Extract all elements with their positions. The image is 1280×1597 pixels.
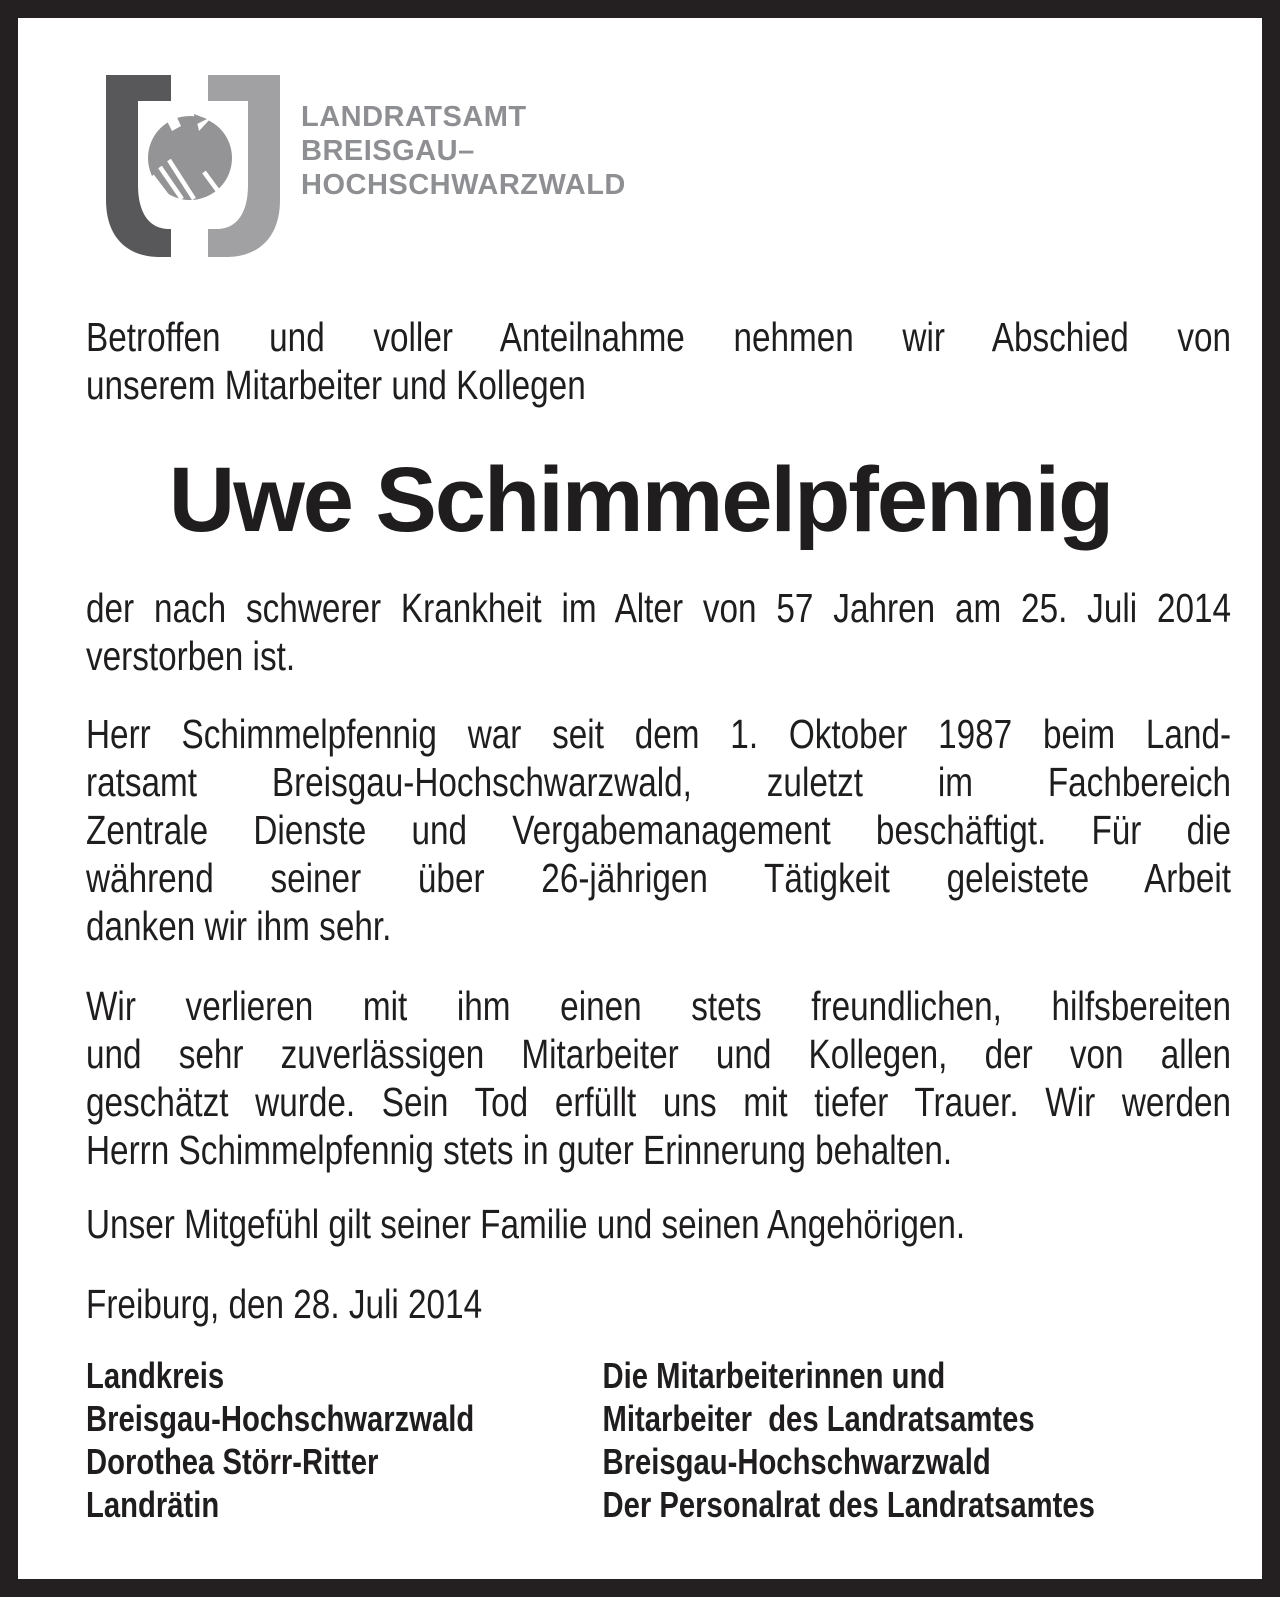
tribute-paragraph	[86, 982, 1231, 1174]
wordmark-line: LANDRATSAMT	[301, 101, 527, 133]
tribute-line: Herrn Schimmelpfennig stets in guter Erinnerung behalten.	[86, 1127, 953, 1173]
agency-wordmark	[301, 100, 626, 257]
intro-line: unserem Mitarbeiter und Kollegen	[86, 362, 586, 408]
death-details-paragraph	[86, 584, 1231, 680]
intro-paragraph	[86, 313, 1231, 409]
eagle-icon	[148, 109, 232, 200]
agency-logo	[106, 75, 1195, 257]
death-details-line: der nach schwerer Krankheit im Alter von 57 Jahren am 25. Juli 2014	[86, 585, 1232, 631]
tribute-line: geschätzt wurde. Sein Tod erfüllt uns mit tiefer Trauer. Wir werden	[86, 1079, 1232, 1125]
death-details-line: verstorben ist.	[86, 633, 296, 679]
signature-left-line: Breisgau-Hochschwarzwald	[86, 1398, 475, 1439]
career-line: Zentrale Dienste und Vergabemanagement beschäftigt. Für die	[86, 807, 1232, 853]
signature-right-line: Die Mitarbeiterinnen und	[602, 1355, 946, 1396]
wordmark-line: HOCHSCHWARZWALD	[301, 169, 626, 201]
signature-right-line: Breisgau-Hochschwarzwald	[602, 1441, 991, 1482]
intro-line: Betroffen und voller Anteilnahme nehmen wir Abschied von	[86, 314, 1232, 360]
career-line: danken wir ihm sehr.	[86, 903, 392, 949]
signature-block	[86, 1354, 1231, 1526]
tribute-line: Wir verlieren mit ihm einen stets freundlichen, hilfsbereiten	[86, 983, 1232, 1029]
deceased-name: Uwe Schimmelpfennig	[168, 449, 1113, 551]
signature-left-line: Landrätin	[86, 1484, 220, 1525]
career-line: während seiner über 26-jährigen Tätigkeit geleistete Arbeit	[86, 855, 1232, 901]
signature-right-line: Mitarbeiter des Landratsamtes	[602, 1398, 1035, 1439]
tribute-line: und sehr zuverlässigen Mitarbeiter und Kollegen, der von allen	[86, 1031, 1232, 1077]
career-paragraph	[86, 710, 1231, 950]
signature-right-line: Der Personalrat des Landratsamtes	[602, 1484, 1095, 1525]
career-line: Herr Schimmelpfennig war seit dem 1. Oktober 1987 beim Land-	[86, 711, 1232, 757]
agency-emblem-icon	[106, 75, 280, 257]
signature-left-line: Dorothea Störr-Ritter	[86, 1441, 379, 1482]
dateline	[86, 1280, 1231, 1328]
dateline-line: Freiburg, den 28. Juli 2014	[86, 1281, 483, 1327]
signature-right-column	[602, 1354, 1231, 1526]
career-line: ratsamt Breisgau-Hochschwarzwald, zuletzt im Fachbereich	[86, 759, 1232, 805]
obituary-notice	[18, 18, 1262, 1579]
signature-left-line: Landkreis	[86, 1355, 225, 1396]
wordmark-line: BREISGAU–	[301, 135, 475, 167]
condolence-line: Unser Mitgefühl gilt seiner Familie und seinen Angehörigen.	[86, 1201, 966, 1247]
signature-left-column	[86, 1354, 602, 1526]
condolence-paragraph	[86, 1200, 1231, 1248]
